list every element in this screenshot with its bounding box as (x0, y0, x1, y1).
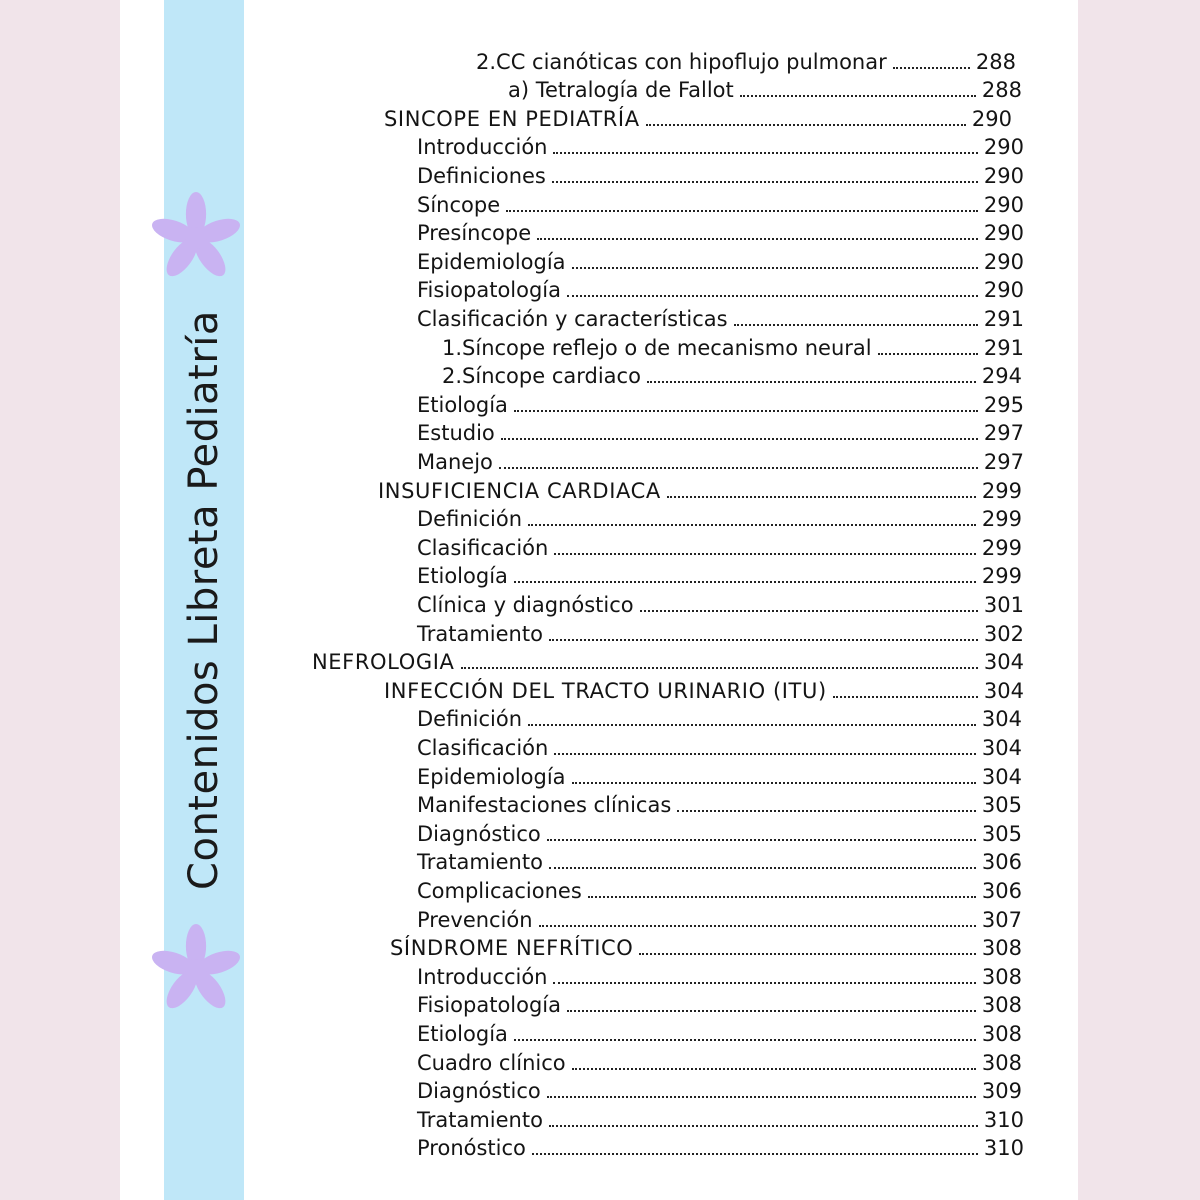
toc-entry (417, 1131, 1024, 1160)
toc-entry-page: 299 (981, 535, 1022, 560)
toc-entry-label: Estudio (417, 421, 495, 446)
toc-leader-dots (647, 381, 976, 383)
toc-leader-dots (501, 438, 978, 440)
flower-icon (150, 924, 242, 1016)
toc-entry-label: Clasificación (417, 535, 549, 560)
toc-entry (417, 988, 1022, 1017)
toc-leader-dots (539, 925, 976, 927)
toc-entry (417, 273, 1024, 302)
toc-entry (417, 816, 1022, 845)
toc-leader-dots (547, 839, 976, 841)
toc-entry-label: Clasificación (417, 735, 549, 760)
toc-entry (442, 359, 1022, 388)
toc-entry-page: 297 (983, 421, 1024, 446)
toc-entry (312, 645, 1024, 674)
toc-entry (417, 616, 1024, 645)
toc-entry-page: 304 (983, 650, 1024, 675)
toc-entry (417, 902, 1022, 931)
toc-entry-label: Complicaciones (417, 878, 582, 903)
toc-entry (476, 44, 1016, 73)
toc-leader-dots (893, 67, 970, 69)
toc-leader-dots (514, 1039, 976, 1041)
toc-leader-dots (499, 467, 978, 469)
toc-entry-page: 304 (981, 764, 1022, 789)
toc-entry (417, 845, 1022, 874)
toc-leader-dots (833, 696, 978, 698)
toc-entry-label: Epidemiología (417, 249, 566, 274)
toc-leader-dots (549, 639, 978, 641)
toc-leader-dots (572, 267, 978, 269)
toc-entry-label: Definiciones (417, 163, 546, 188)
toc-leader-dots (547, 1096, 976, 1098)
toc-leader-dots (514, 581, 976, 583)
toc-entry-page: 308 (981, 936, 1022, 961)
toc-entry (417, 416, 1024, 445)
toc-entry (417, 158, 1024, 187)
toc-entry-page: 308 (981, 964, 1022, 989)
toc-entry-label: INSUFICIENCIA CARDIACA (378, 478, 661, 503)
toc-leader-dots (572, 1068, 976, 1070)
toc-entry (384, 101, 1012, 130)
toc-leader-dots (461, 667, 978, 669)
toc-entry (417, 959, 1022, 988)
toc-entry-page: 297 (983, 449, 1024, 474)
toc-entry (384, 673, 1024, 702)
toc-entry (390, 931, 1022, 960)
toc-entry-label: Presíncope (417, 221, 532, 246)
toc-entry-page: 310 (983, 1107, 1024, 1132)
toc-entry-page: 307 (981, 907, 1022, 932)
toc-entry (417, 559, 1022, 588)
toc-leader-dots (528, 524, 976, 526)
toc-entry (417, 244, 1024, 273)
toc-leader-dots (514, 410, 978, 412)
toc-entry (442, 330, 1024, 359)
toc-entry-page: 294 (981, 364, 1022, 389)
toc-entry-page: 305 (981, 821, 1022, 846)
toc-entry-page: 310 (983, 1136, 1024, 1161)
toc-entry-label: Manifestaciones clínicas (417, 793, 672, 818)
toc-entry-page: 301 (983, 592, 1024, 617)
toc-leader-dots (588, 896, 976, 898)
toc-entry-page: 290 (983, 163, 1024, 188)
toc-entry-label: SÍNDROME NEFRÍTICO (390, 936, 634, 961)
toc-entry-label: INFECCIÓN DEL TRACTO URINARIO (ITU) (384, 678, 827, 703)
toc-entry (417, 216, 1024, 245)
toc-entry (508, 73, 1022, 102)
toc-entry-label: Definición (417, 507, 522, 532)
toc-entry-label: 2.CC cianóticas con hipoflujo pulmonar (476, 49, 887, 74)
toc-entry-page: 288 (975, 49, 1016, 74)
toc-leader-dots (878, 353, 978, 355)
toc-entry-label: Síncope (417, 192, 501, 217)
toc-entry (417, 759, 1022, 788)
toc-entry (417, 873, 1022, 902)
toc-leader-dots (567, 295, 978, 297)
toc-entry-label: Etiología (417, 564, 508, 589)
toc-entry (417, 502, 1022, 531)
toc-entry-label: SINCOPE EN PEDIATRÍA (384, 106, 640, 131)
toc-leader-dots (667, 496, 976, 498)
toc-entry (417, 130, 1024, 159)
toc-entry-label: a) Tetralogía de Fallot (508, 78, 734, 103)
toc-entry-label: Introducción (417, 964, 548, 989)
toc-entry-page: 304 (981, 707, 1022, 732)
toc-entry-label: Manejo (417, 449, 493, 474)
toc-entry-label: Diagnóstico (417, 821, 541, 846)
toc-leader-dots (552, 181, 978, 183)
toc-entry-label: Cuadro clínico (417, 1050, 566, 1075)
toc-leader-dots (554, 753, 976, 755)
toc-entry (417, 530, 1022, 559)
toc-entry-page: 308 (981, 1021, 1022, 1046)
toc-entry-label: Clínica y diagnóstico (417, 592, 634, 617)
toc-leader-dots (734, 324, 978, 326)
toc-entry-label: Introducción (417, 135, 548, 160)
toc-entry-page: 295 (983, 392, 1024, 417)
toc-leader-dots (549, 1125, 978, 1127)
toc-entry (417, 788, 1022, 817)
toc-entry-label: 1.Síncope reflejo o de mecanismo neural (442, 335, 872, 360)
flower-icon (150, 192, 242, 284)
toc-entry-page: 302 (983, 621, 1024, 646)
toc-entry-label: Etiología (417, 1021, 508, 1046)
toc-leader-dots (554, 553, 976, 555)
toc-entry-label: Fisiopatología (417, 278, 562, 303)
toc-entry (417, 702, 1022, 731)
toc-entry-page: 290 (983, 221, 1024, 246)
toc-leader-dots (567, 1010, 976, 1012)
toc-entry-page: 308 (981, 993, 1022, 1018)
toc-entry-page: 309 (981, 1079, 1022, 1104)
toc-leader-dots (646, 124, 966, 126)
toc-leader-dots (553, 152, 977, 154)
toc-entry-label: Tratamiento (417, 850, 543, 875)
toc-entry (417, 730, 1022, 759)
toc-entry-page: 290 (983, 135, 1024, 160)
toc-entry-page: 291 (983, 306, 1024, 331)
toc-entry-page: 306 (981, 850, 1022, 875)
toc-leader-dots (549, 867, 976, 869)
toc-entry-label: Pronóstico (417, 1136, 526, 1161)
toc-leader-dots (537, 238, 978, 240)
toc-leader-dots (640, 610, 978, 612)
toc-entry (417, 1016, 1022, 1045)
toc-entry (417, 301, 1024, 330)
toc-entry-label: Tratamiento (417, 621, 543, 646)
toc-entry-page: 305 (981, 793, 1022, 818)
toc-entry-page: 304 (981, 735, 1022, 760)
toc-entry-page: 288 (981, 78, 1022, 103)
toc-entry (417, 587, 1024, 616)
toc-entry-page: 304 (983, 678, 1024, 703)
toc-leader-dots (740, 95, 976, 97)
toc-entry (417, 187, 1024, 216)
toc-entry-label: Diagnóstico (417, 1079, 541, 1104)
toc-entry-label: Epidemiología (417, 764, 566, 789)
toc-entry-label: Clasificación y características (417, 306, 728, 331)
toc-entry-page: 290 (983, 278, 1024, 303)
toc-entry-label: Definición (417, 707, 522, 732)
toc-entry-page: 299 (981, 507, 1022, 532)
toc-entry (417, 444, 1024, 473)
toc-entry-label: Etiología (417, 392, 508, 417)
toc-leader-dots (506, 210, 978, 212)
toc-leader-dots (639, 953, 975, 955)
toc-entry-label: Fisiopatología (417, 993, 562, 1018)
toc-leader-dots (532, 1153, 978, 1155)
sidebar-title: Contenidos Libreta Pediatría (181, 310, 227, 890)
toc-entry-label: Prevención (417, 907, 533, 932)
toc-entry-label: NEFROLOGIA (312, 650, 455, 675)
toc-entry-label: Tratamiento (417, 1107, 543, 1132)
toc-entry (417, 387, 1024, 416)
toc-entry-page: 290 (983, 249, 1024, 274)
toc-entry-page: 290 (983, 192, 1024, 217)
toc-entry-page: 299 (981, 564, 1022, 589)
toc-entry-page: 291 (983, 335, 1024, 360)
toc-entry (378, 473, 1022, 502)
toc-leader-dots (553, 982, 975, 984)
toc-entry (417, 1074, 1022, 1103)
toc-entry (417, 1102, 1024, 1131)
toc-entry (417, 1045, 1022, 1074)
toc-leader-dots (572, 782, 976, 784)
toc-entry-page: 308 (981, 1050, 1022, 1075)
toc-leader-dots (677, 810, 976, 812)
toc-entry-page: 299 (981, 478, 1022, 503)
toc-entry-page: 306 (981, 878, 1022, 903)
toc-entry-label: 2.Síncope cardiaco (442, 364, 641, 389)
toc-entry-page: 290 (971, 106, 1012, 131)
toc-leader-dots (528, 724, 976, 726)
